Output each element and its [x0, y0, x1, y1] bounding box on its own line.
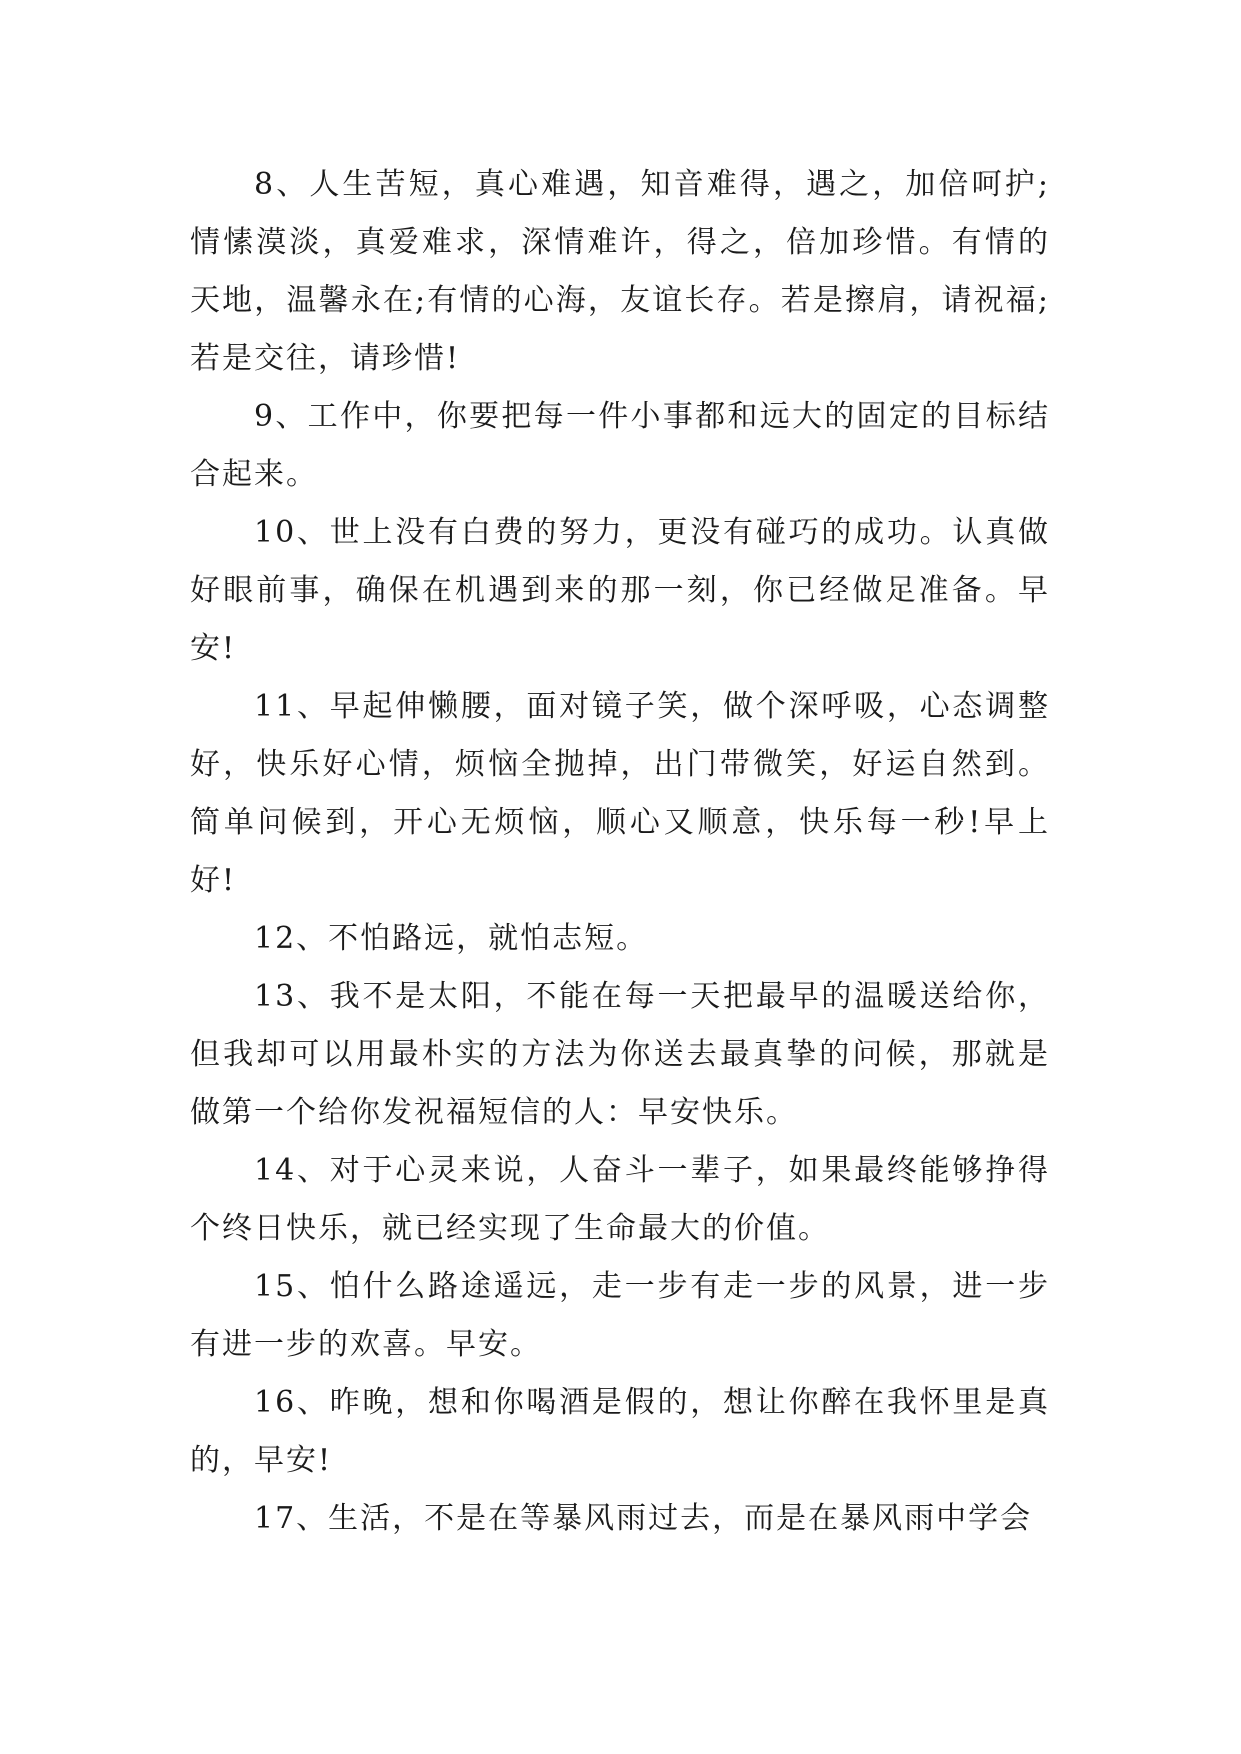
- paragraph-10: 10、世上没有白费的努力，更没有碰巧的成功。认真做好眼前事，确保在机遇到来的那一刻，你已经做足准备。早安!: [190, 515, 1050, 666]
- paragraph-16: 16、昨晚，想和你喝酒是假的，想让你醉在我怀里是真的，早安!: [190, 1385, 1050, 1478]
- paragraph-15: 15、怕什么路途遥远，走一步有走一步的风景，进一步有进一步的欢喜。早安。: [190, 1269, 1050, 1362]
- paragraph-14: 14、对于心灵来说，人奋斗一辈子，如果最终能够挣得个终日快乐，就已经实现了生命最大的价值。: [190, 1153, 1050, 1246]
- paragraph-13: 13、我不是太阳，不能在每一天把最早的温暖送给你，但我却可以用最朴实的方法为你送去最真挚的问候，那就是做第一个给你发祝福短信的人：早安快乐。: [190, 979, 1050, 1130]
- document-body: [190, 156, 1050, 1548]
- paragraph-8: 8、人生苦短，真心难遇，知音难得，遇之，加倍呵护;情愫漠淡，真爱难求，深情难许，得之，倍加珍惜。有情的天地，温馨永在;有情的心海，友谊长存。若是擦肩，请祝福;若是交往，请珍惜!: [190, 167, 1050, 376]
- paragraph-9: 9、工作中，你要把每一件小事都和远大的固定的目标结合起来。: [190, 399, 1050, 492]
- paragraph-17: 17、生活，不是在等暴风雨过去，而是在暴风雨中学会: [254, 1501, 1033, 1536]
- paragraph-12: 12、不怕路远，就怕志短。: [254, 921, 649, 956]
- paragraph-11: 11、早起伸懒腰，面对镜子笑，做个深呼吸，心态调整好，快乐好心情，烦恼全抛掉，出门带微笑，好运自然到。简单问候到，开心无烦恼，顺心又顺意，快乐每一秒!早上好!: [190, 689, 1050, 898]
